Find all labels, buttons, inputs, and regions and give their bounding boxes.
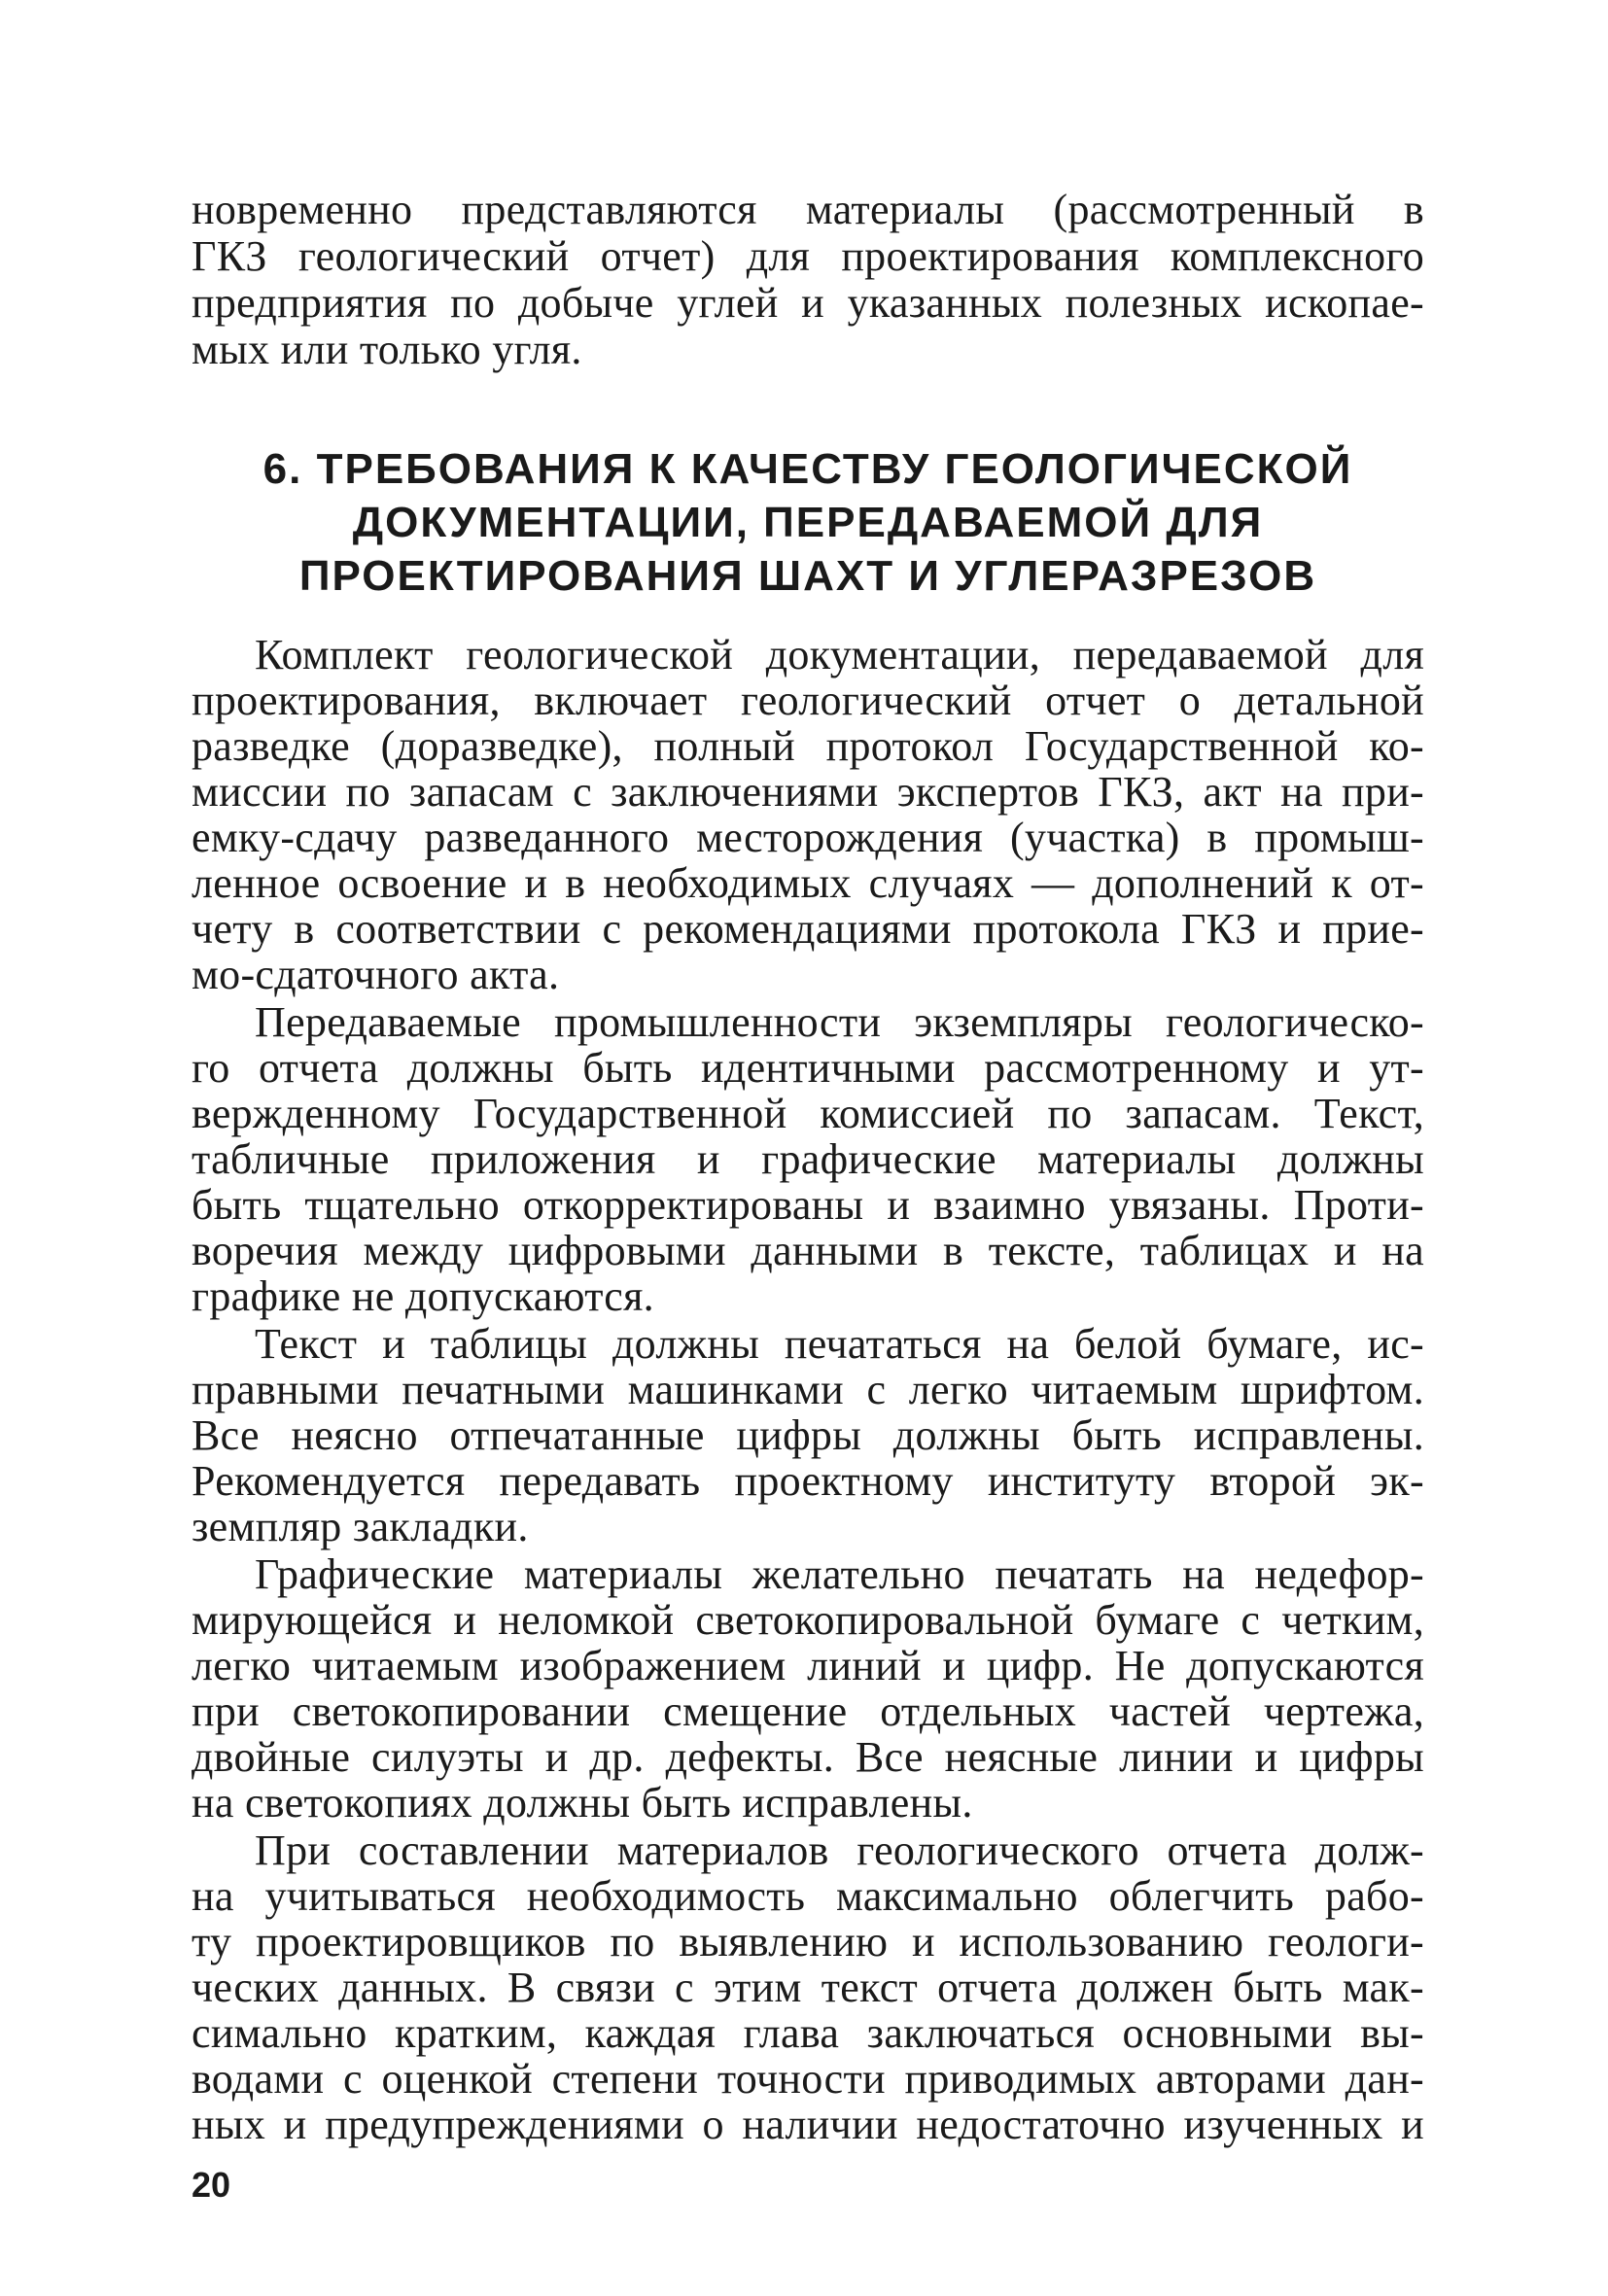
section-heading: ДОКУМЕНТАЦИИ, ПЕРЕДАВАЕМОЙ ДЛЯ: [352, 499, 1264, 546]
page-number: 20: [192, 2165, 231, 2205]
paragraph-line: Комплект геологической документации, передаваемой для: [255, 631, 1424, 678]
paragraph-line: мо-сдаточного акта.: [192, 951, 560, 998]
paragraph-line: земпляр закладки.: [192, 1503, 529, 1550]
paragraph-line: емку-сдачу разведанного месторождения (участка) в промыш-: [192, 814, 1424, 861]
intro-line: мых или только угля.: [192, 326, 582, 373]
section-heading: 6. ТРЕБОВАНИЯ К КАЧЕСТВУ ГЕОЛОГИЧЕСКОЙ: [262, 445, 1353, 493]
paragraph-line: чету в соответствии с рекомендациями протокола ГКЗ и прие-: [192, 905, 1424, 953]
paragraph-line: ленное освоение и в необходимых случаях — дополнений к от-: [192, 859, 1424, 907]
paragraph-line: быть тщательно откорректированы и взаимно увязаны. Проти-: [192, 1181, 1424, 1229]
paragraph-line: ту проектировщиков по выявлению и использованию геологи-: [192, 1918, 1424, 1966]
paragraph-line: табличные приложения и графические материалы должны: [192, 1135, 1424, 1183]
paragraph-line: Графические материалы желательно печатать на недефор-: [255, 1550, 1424, 1598]
paragraph-line: симально кратким, каждая глава заключаться основными вы-: [192, 2009, 1424, 2057]
paragraph-line: при светокопировании смещение отдельных частей чертежа,: [192, 1687, 1424, 1735]
paragraph-line: Рекомендуется передавать проектному институту второй эк-: [192, 1457, 1424, 1505]
intro-line: предприятия по добыче углей и указанных полезных ископае-: [192, 279, 1424, 327]
paragraph-line: на учитываться необходимость максимально облегчить рабо-: [192, 1872, 1424, 1920]
paragraph-line: легко читаемым изображением линий и цифр. Не допускаются: [192, 1642, 1424, 1689]
paragraph-line: ческих данных. В связи с этим текст отчета должен быть мак-: [192, 1964, 1424, 2011]
paragraph-line: водами с оценкой степени точности приводимых авторами дан-: [192, 2055, 1424, 2103]
paragraph-line: миссии по запасам с заключениями экспертов ГКЗ, акт на при-: [192, 768, 1424, 816]
paragraph-line: графике не допускаются.: [192, 1272, 654, 1320]
paragraph-line: воречия между цифровыми данными в тексте, таблицах и на: [192, 1227, 1424, 1274]
paragraph-line: Передаваемые промышленности экземпляры геологическо-: [255, 998, 1424, 1046]
paragraph-line: Все неясно отпечатанные цифры должны быть исправлены.: [192, 1411, 1424, 1459]
paragraph-line: ных и предупреждениями о наличии недостаточно изученных и: [192, 2101, 1424, 2148]
paragraph-line: проектирования, включает геологический отчет о детальной: [192, 677, 1424, 724]
paragraph-line: го отчета должны быть идентичными рассмотренному и ут-: [192, 1044, 1424, 1092]
intro-line: ГКЗ геологический отчет) для проектирования комплексного: [192, 232, 1424, 280]
paragraph-line: правными печатными машинками с легко читаемым шрифтом.: [192, 1366, 1424, 1413]
paragraph-line: Текст и таблицы должны печататься на белой бумаге, ис-: [255, 1320, 1424, 1368]
paragraph-line: разведке (доразведке), полный протокол Государственной ко-: [192, 722, 1424, 770]
paragraph-line: При составлении материалов геологического отчета долж-: [255, 1826, 1424, 1874]
paragraph-line: двойные силуэты и др. дефекты. Все неясные линии и цифры: [192, 1733, 1424, 1781]
paragraph-line: вержденному Государственной комиссией по запасам. Текст,: [192, 1090, 1424, 1137]
intro-line: новременно представляются материалы (рассмотренный в: [192, 186, 1424, 233]
section-heading: ПРОЕКТИРОВАНИЯ ШАХТ И УГЛЕРАЗРЕЗОВ: [298, 552, 1317, 600]
paragraph-line: на светокопиях должны быть исправлены.: [192, 1779, 973, 1826]
paragraph-line: мирующейся и неломкой светокопировальной бумаге с четким,: [192, 1596, 1424, 1644]
